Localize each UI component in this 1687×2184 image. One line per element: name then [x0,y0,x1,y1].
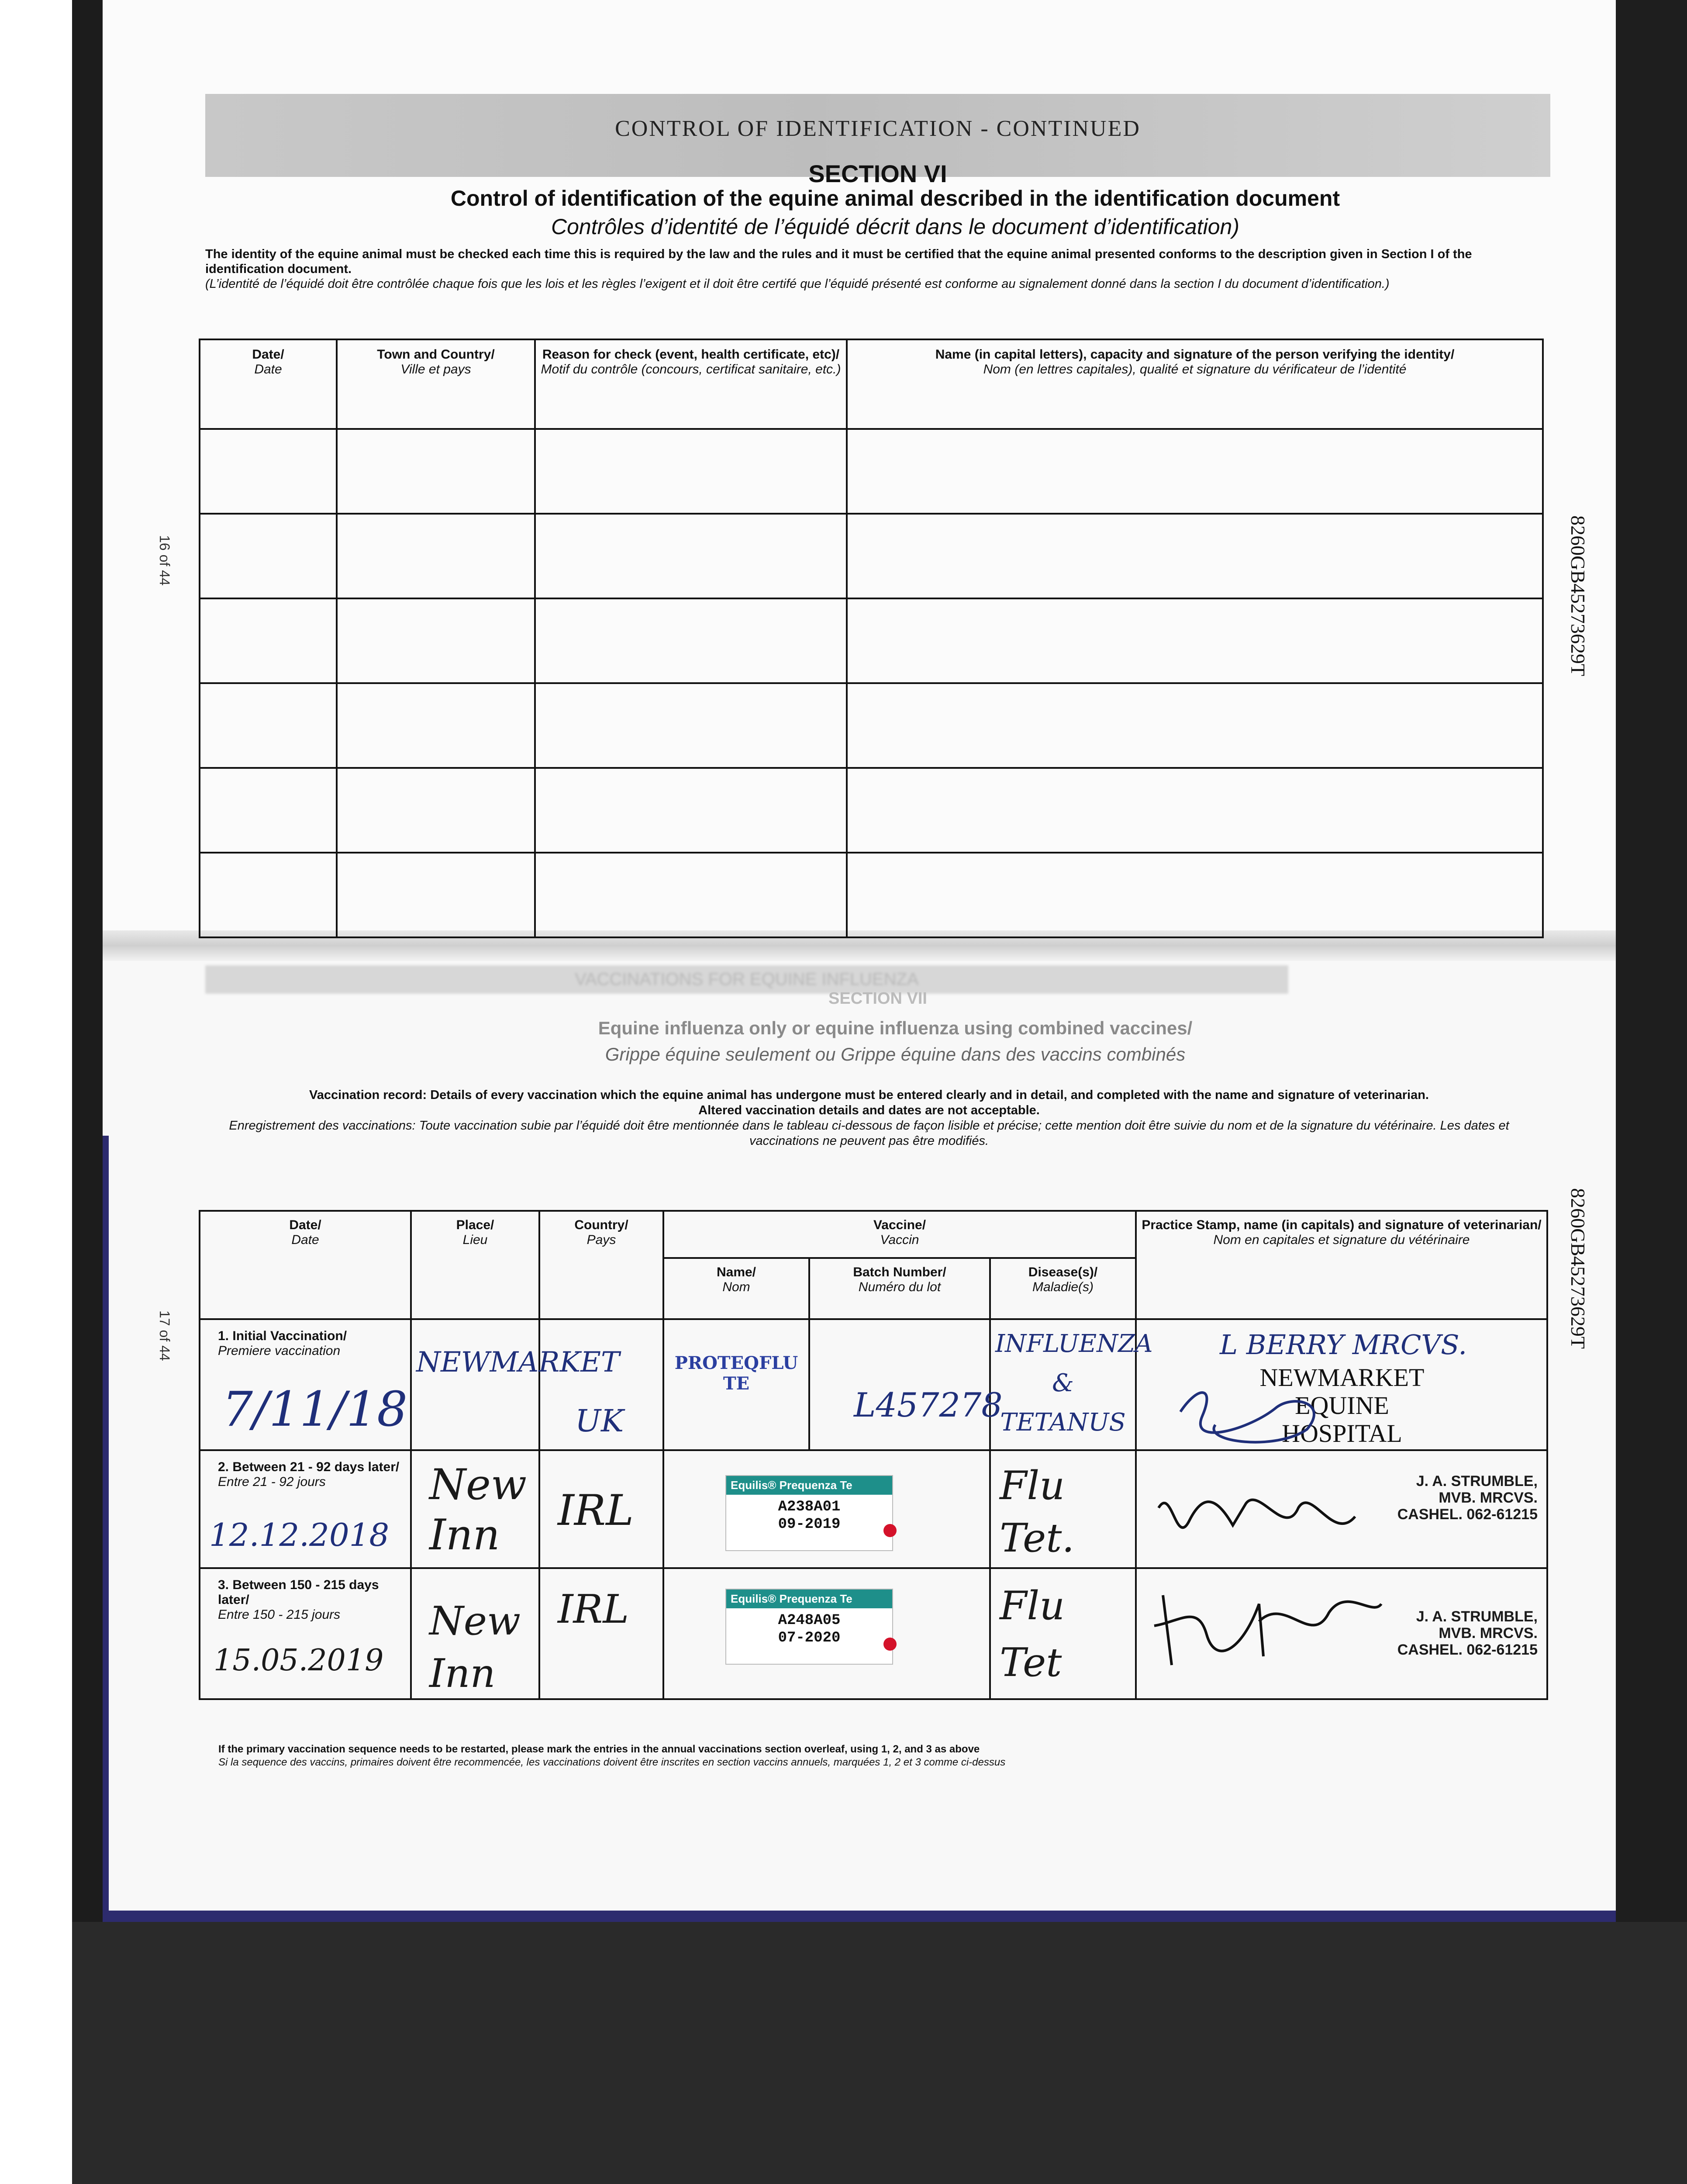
table-row [200,429,1543,514]
col-verifier: Name (in capital letters), capacity and signature of the person verifying the identity/ Nom (en lettres capitales), qualité et signature du vérificateur de l’identité [847,339,1543,429]
row3-stamp: J. A. STRUMBLE, MVB. MRCVS. CASHEL. 062-61215 [1397,1608,1538,1658]
row1-stamp: NEWMARKET EQUINE HOSPITAL [1259,1363,1425,1448]
table-row [200,514,1543,598]
col-town-country: Town and Country/ Ville et pays [337,339,535,429]
section-title: SECTION VI [808,160,947,187]
row3-vaccine-label [725,1589,893,1665]
heading-fr: Contrôles d’identité de l’équidé décrit dans le document d’identification) [551,214,1239,239]
row1-country: UK [575,1403,624,1439]
row1-signature [1163,1377,1346,1447]
footer-fr: Si la sequence des vaccins, primaires doivent être recommencée, les vaccinations doivent être inscrites en section vaccins annuels, marquées 1, 2 et 3 comme ci-dessus [218,1756,1006,1768]
row1-stamp-cell [1136,1319,1547,1450]
identification-control-table [199,339,1544,938]
row2-vaccine-label [725,1475,893,1551]
row3-country: IRL [558,1586,629,1632]
row3-lot: A248A05 [778,1612,841,1629]
col-batch: Batch Number/ Numéro du lot [809,1258,990,1319]
row1-vet-name: L BERRY MRCVS. [1220,1329,1467,1361]
row1-batch: L457278 [854,1386,1003,1424]
row3-date-cell: 3. Between 150 - 215 days later/ Entre 150 - 215 jours 15.05.2019 [200,1568,411,1699]
section-vii-heading-en: Equine influenza only or equine influenza using combined vaccines/ [598,1018,1193,1038]
passport-id-top: 8260GB45273629T [1567,515,1589,676]
table-row [200,768,1543,853]
row1-country-cell [539,1319,663,1450]
section-vii-banner: VACCINATIONS FOR EQUINE INFLUENZA [205,965,1288,994]
intro-en: The identity of the equine animal must be checked each time this is required by the law and the rules and it must be certified that the equine animal presented conforms to the description given in Section I of the identification document. [205,247,1472,276]
table-row [200,853,1543,937]
col-disease: Disease(s)/ Maladie(s) [990,1258,1136,1319]
book-edge-left [72,0,103,2184]
row2-date-cell: 2. Between 21 - 92 days later/ Entre 21 - 92 jours 12.12.2018 [200,1450,411,1568]
row1-date-cell: 1. Initial Vaccination/ Premiere vaccination 7/11/18 [200,1319,411,1450]
section-vii-heading-fr: Grippe équine seulement ou Grippe équine dans des vaccins combinés [605,1044,1186,1064]
row2-disease: Flu Tet. [1000,1463,1075,1561]
col-vaccine: Vaccine/ Vaccin [663,1211,1136,1258]
row3-exp: 07-2020 [778,1630,841,1646]
row2-country: IRL [558,1486,634,1535]
col-place: Place/ Lieu [411,1211,539,1319]
row1-vaccine-cell [663,1319,809,1450]
vaccination-intro [201,1088,1537,1149]
table-row [200,598,1543,683]
col-reason: Reason for check (event, health certificate, etc)/ Motif du contrôle (concours, certificat sanitaire, etc.) [535,339,847,429]
row2-place-cell [411,1450,539,1568]
row3-signature [1145,1578,1390,1674]
row3-country-cell [539,1568,663,1699]
row2-country-cell [539,1450,663,1568]
book-edge-bottom [72,1922,1687,2184]
row2-date: 12.12.2018 [209,1517,390,1553]
book-edge-right [1616,0,1687,1922]
row1-vaccine-name: PROTEQFLU TE [674,1353,798,1394]
col-date: Date/ Date [200,1211,411,1319]
row2-place: New Inn [429,1460,527,1559]
row2-stamp-cell [1136,1450,1547,1568]
col-date: Date/ Date [200,339,337,429]
section-vii-title: SECTION VII [828,989,927,1008]
intro-line-3: Enregistrement des vaccinations: Toute vaccination subie par l’équidé doit être mentionnée dans le tableau ci-dessous de façon lisible et précise; cette mention doit être suivie du nom et de la signature du vétérinaire. Les dates et vaccinations ne peuvent pas être modifiés. [229,1119,1509,1148]
table-row [200,1568,1547,1699]
table-header [200,339,1543,429]
row1-disease-cell [990,1319,1153,1450]
intro-line-1: Vaccination record: Details of every vaccination which the equine animal has undergone must be entered clearly and in detail, and completed with the name and signature of veterinarian. [309,1088,1429,1102]
scan-margin [0,0,72,2184]
vaccination-table [199,1210,1548,1700]
cover-edge [103,1136,109,1922]
intro-text [205,247,1537,291]
col-vaccine-name: Name/ Nom [663,1258,809,1319]
intro-fr: (L’identité de l’équidé doit être contrôlée chaque fois que les lois et les règles l’exigent et il doit être certifé que l’équidé présenté est conforme au signalement donné dans la section I du document d’identification.) [205,277,1390,291]
col-stamp: Practice Stamp, name (in capitals) and signature of veterinarian/ Nom en capitales et signature du vétérinaire [1136,1211,1547,1319]
row2-disease-cell [990,1450,1136,1568]
passport-id-bottom: 8260GB45273629T [1567,1188,1589,1349]
page-number-16: 16 of 44 [157,535,172,586]
row3-stamp-cell [1136,1568,1547,1699]
heading-en: Control of identification of the equine animal described in the identification document [450,186,1340,211]
page-number-17: 17 of 44 [157,1310,172,1361]
row2-exp: 09-2019 [778,1516,841,1533]
intro-line-2: Altered vaccination details and dates are not acceptable. [698,1103,1040,1117]
row3-place: New Inn [429,1598,521,1697]
row1-place: NEWMARKET [416,1346,620,1379]
table-row [200,1450,1547,1568]
row3-disease-cell [990,1568,1136,1699]
footer-en: If the primary vaccination sequence needs to be restarted, please mark the entries in the annual vaccinations section overleaf, using 1, 2, and 3 as above [218,1743,980,1755]
row1-date: 7/11/18 [222,1381,408,1437]
table-row [200,683,1543,768]
table-header [200,1211,1547,1258]
row2-signature [1145,1469,1373,1556]
row3-date: 15.05.2019 [214,1643,384,1678]
footer-note [218,1743,1441,1769]
row3-place-cell [411,1568,539,1699]
row3-vaccine-cell [663,1568,990,1699]
col-country: Country/ Pays [539,1211,663,1319]
row3-vaccine-brand: Equilis® Prequenza Te [726,1590,892,1608]
row1-batch-cell [809,1319,1003,1450]
row1-disease: INFLUENZA & TETANUS [995,1330,1153,1437]
row2-vaccine-cell [663,1450,990,1568]
row2-stamp: J. A. STRUMBLE, MVB. MRCVS. CASHEL. 062-61215 [1397,1473,1538,1523]
row2-lot: A238A01 [778,1499,841,1515]
row2-vaccine-brand: Equilis® Prequenza Te [726,1476,892,1495]
table-row [200,1319,1547,1450]
banner-title: CONTROL OF IDENTIFICATION - CONTINUED [615,116,1141,141]
row3-disease: Flu Tet [1000,1583,1065,1686]
